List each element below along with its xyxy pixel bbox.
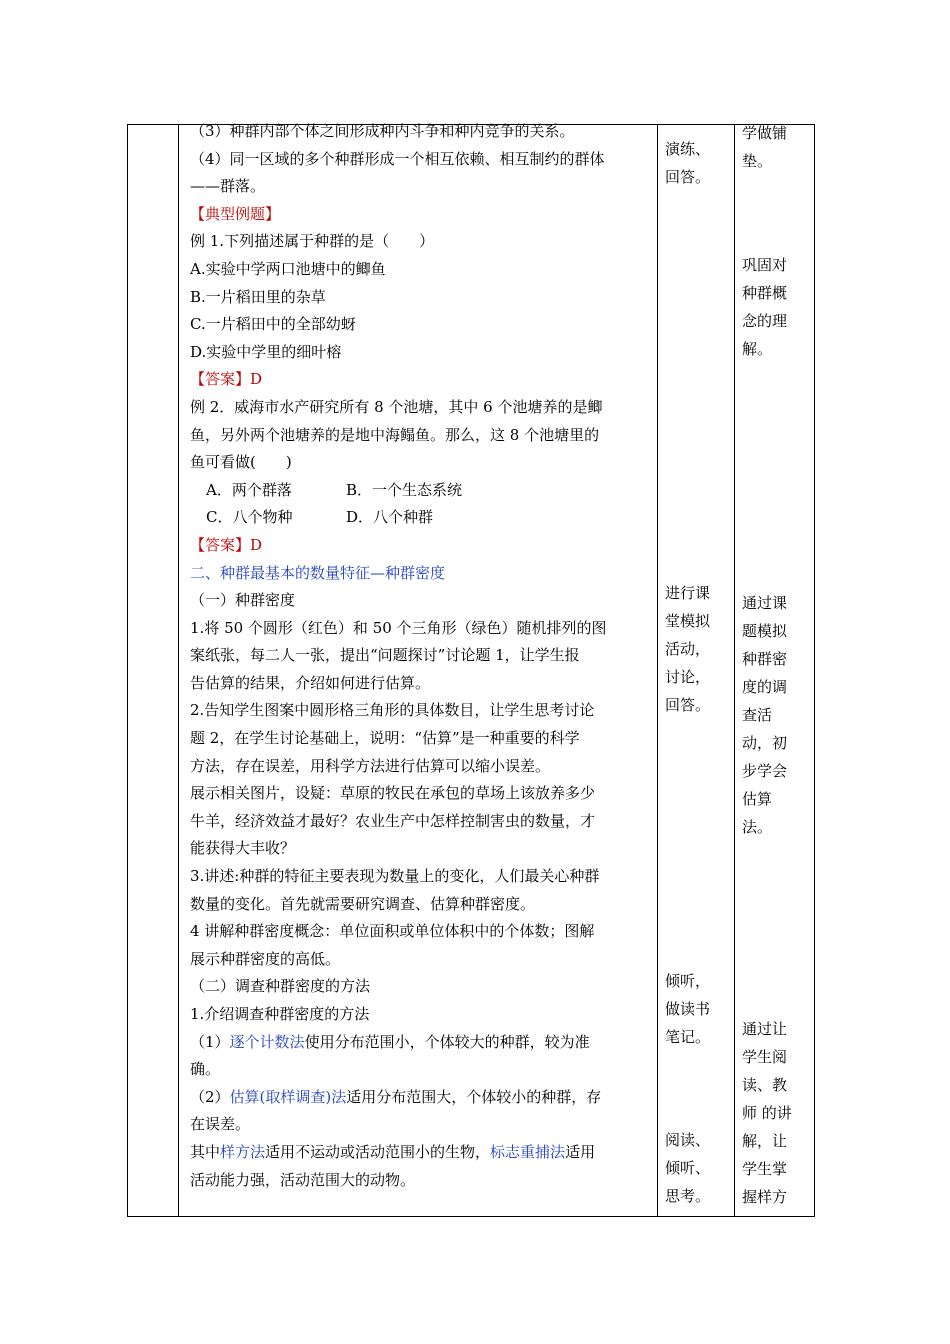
intent-line: 握样方 <box>742 1188 788 1206</box>
text-line: 题 2，在学生讨论基础上，说明：“估算”是一种重要的科学 <box>190 729 580 748</box>
intent-line: 解，让 <box>742 1132 788 1150</box>
text-line: 能获得大丰收？ <box>190 839 296 858</box>
intent-line: 题模拟 <box>742 622 788 640</box>
intent-line: 学生掌 <box>742 1160 788 1178</box>
student-activity-group <box>665 579 710 719</box>
method-desc: 使用分布范围小，个体较大的种群，较为准 <box>304 1032 590 1051</box>
example-2-options-row <box>190 504 658 532</box>
method-desc: 适用不运动或活动范围小的生物， <box>265 1142 491 1161</box>
text-line: 方法，存在误差，用科学方法进行估算可以缩小误差。 <box>190 756 551 775</box>
lesson-table <box>127 124 815 1217</box>
text-line: （4）同一区域的多个种群形成一个相互依赖、相互制约的群体 <box>190 149 605 168</box>
text-line: 1.介绍调查种群密度的方法 <box>190 1005 370 1023</box>
section-2-title: 二、种群最基本的数量特征—种群密度 <box>190 563 446 582</box>
method-term: 逐个计数法 <box>229 1032 305 1051</box>
example-2-option: A．两个群落 <box>206 480 292 499</box>
text-line: 在误差。 <box>190 1115 251 1134</box>
intent-line: 学生阅 <box>742 1048 788 1066</box>
column-divider <box>734 125 735 1216</box>
activity-line: 做读书 <box>665 1000 711 1018</box>
activity-line: 讨论， <box>665 668 711 686</box>
example-1-option: D.实验中学里的细叶榕 <box>190 342 342 361</box>
text-line: 2.告知学生图案中圆形格三角形的具体数目，让学生思考讨论 <box>190 701 595 720</box>
example-2-stem: 鱼，另外两个池塘养的是地中海鳎鱼。那么，这 8 个池塘里的 <box>190 425 600 444</box>
method-term: 样方法 <box>220 1142 266 1161</box>
intent-line: 通过课 <box>742 594 788 612</box>
method-term: 估算(取样调查)法 <box>229 1087 347 1106</box>
method-2-line <box>190 1084 658 1112</box>
text-line: ——群落。 <box>190 177 266 196</box>
text-line: 展示种群密度的高低。 <box>190 949 341 968</box>
method-desc: 适用 <box>565 1142 596 1161</box>
design-intent-group <box>742 119 787 175</box>
column-divider <box>178 125 179 1216</box>
method-1-line <box>190 1029 658 1057</box>
example-2-option: B．一个生态系统 <box>346 480 463 499</box>
intent-line: 种群概 <box>742 284 788 302</box>
text-line: 3.讲述:种群的特征主要表现为数量上的变化，人们最关心种群 <box>190 867 600 886</box>
activity-line: 活动， <box>665 640 711 658</box>
activity-line: 进行课 <box>665 584 711 602</box>
intent-line: 解。 <box>742 340 773 358</box>
activity-line: 演练、 <box>665 140 711 158</box>
method-prefix: （1） <box>190 1032 230 1051</box>
intent-line: 师 的讲 <box>742 1104 792 1122</box>
intent-line: 估算 <box>742 790 773 808</box>
text-line: （3）种群内部个体之间形成种内斗争和种内竞争的关系。 <box>190 122 575 140</box>
teaching-content-column <box>186 118 660 1194</box>
text-line: 牛羊，经济效益才最好？农业生产中怎样控制害虫的数量，才 <box>190 811 596 830</box>
intent-line: 巩固对 <box>742 256 788 274</box>
activity-line: 倾听、 <box>665 1159 711 1177</box>
example-2-stem: 例 2．威海市水产研究所有 8 个池塘，其中 6 个池塘养的是鲫 <box>190 397 603 416</box>
intent-line: 通过让 <box>742 1020 788 1038</box>
method-3-line <box>190 1139 658 1167</box>
example-2-options-row <box>190 477 658 505</box>
answer-2-text: 【答案】D <box>190 535 263 554</box>
intent-line: 念的理 <box>742 312 788 330</box>
activity-line: 倾听， <box>665 972 711 990</box>
student-activity-group <box>665 1126 710 1210</box>
answer-2 <box>190 532 658 560</box>
intent-line: 动，初 <box>742 734 788 752</box>
intent-line: 种群密 <box>742 650 788 668</box>
intent-line: 学做铺 <box>742 124 788 142</box>
text-line: 案纸张，每二人一张，提出“问题探讨”讨论题 1，让学生报 <box>190 646 580 665</box>
activity-line: 笔记。 <box>665 1028 711 1046</box>
example-2-option: D．八个种群 <box>346 508 434 527</box>
intent-line: 读、教 <box>742 1076 788 1094</box>
student-activity-group <box>665 135 710 191</box>
activity-line: 回答。 <box>665 696 711 714</box>
example-1-option: B.一片稻田里的杂草 <box>190 287 326 306</box>
subsection-title: （二）调查种群密度的方法 <box>190 977 371 996</box>
example-1-option: A.实验中学两口池塘中的鲫鱼 <box>190 259 386 278</box>
example-2-option: C．八个物种 <box>206 508 293 527</box>
example-1-option: C.一片稻田中的全部幼蚜 <box>190 315 356 334</box>
activity-line: 堂模拟 <box>665 612 711 630</box>
text-line: 告估算的结果，介绍如何进行估算。 <box>190 673 431 692</box>
text-line: 1.将 50 个圆形（红色）和 50 个三角形（绿色）随机排列的图 <box>190 618 607 637</box>
intent-line: 查活 <box>742 706 773 724</box>
subsection-title: （一）种群密度 <box>190 591 296 610</box>
typical-examples-heading: 【典型例题】 <box>190 204 281 223</box>
text-line: 活动能力强，活动范围大的动物。 <box>190 1170 416 1189</box>
design-intent-group <box>742 1015 792 1211</box>
text-line: 4 讲解种群密度概念：单位面积或单位体积中的个体数；图解 <box>190 922 595 941</box>
intent-line: 步学会 <box>742 762 788 780</box>
example-1-stem: 例 1.下列描述属于种群的是（ ） <box>190 232 435 251</box>
method-prefix: 其中 <box>190 1142 221 1161</box>
text-line: 确。 <box>190 1060 221 1079</box>
text-line: 展示相关图片，设疑：草原的牧民在承包的草场上该放养多少 <box>190 784 596 803</box>
example-2-stem: 鱼可看做( ) <box>190 453 292 472</box>
activity-line: 思考。 <box>665 1187 711 1205</box>
answer-1 <box>190 366 658 394</box>
intent-line: 度的调 <box>742 678 788 696</box>
method-term: 标志重捕法 <box>490 1142 566 1161</box>
student-activity-group <box>665 967 710 1051</box>
method-prefix: （2） <box>190 1087 230 1106</box>
text-line: 数量的变化。首先就需要研究调查、估算种群密度。 <box>190 894 536 913</box>
intent-line: 法。 <box>742 818 773 836</box>
answer-1-text: 【答案】D <box>190 370 263 389</box>
design-intent-group <box>742 251 787 363</box>
design-intent-group <box>742 589 787 841</box>
activity-line: 阅读、 <box>665 1131 711 1149</box>
method-desc: 适用分布范围大，个体较小的种群，存 <box>346 1087 602 1106</box>
activity-line: 回答。 <box>665 168 711 186</box>
intent-line: 垫。 <box>742 152 773 170</box>
